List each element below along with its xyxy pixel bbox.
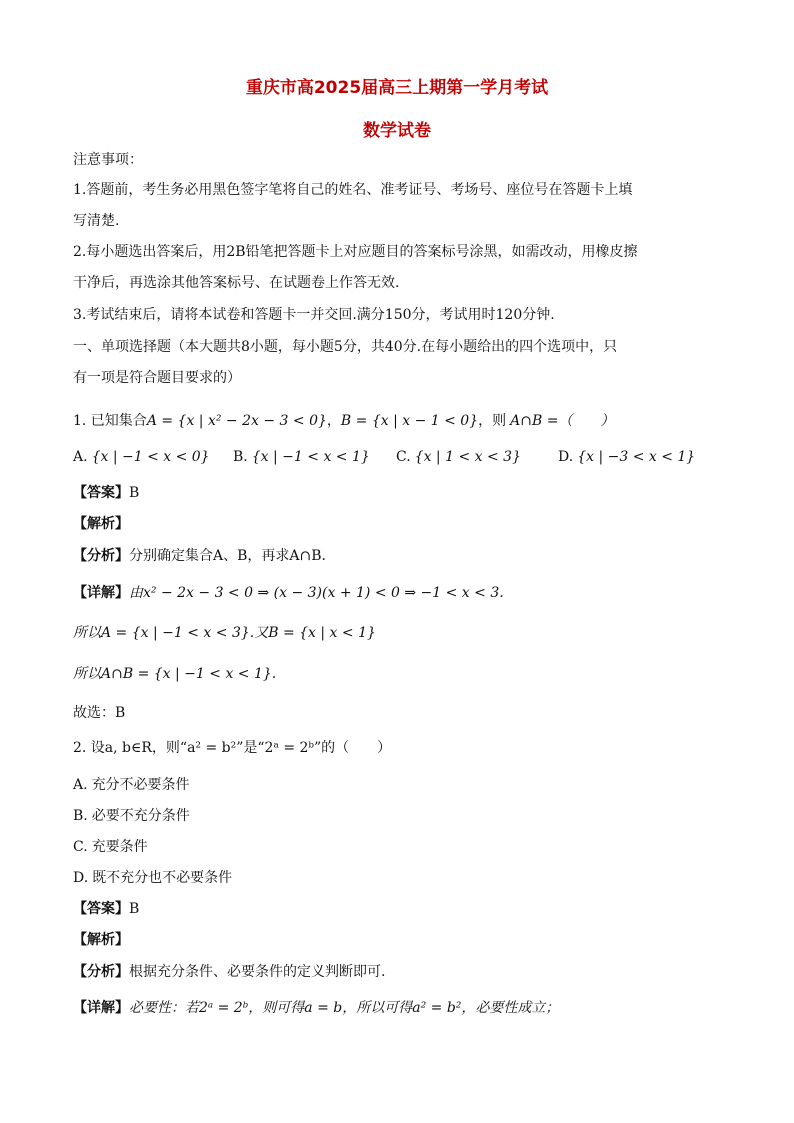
question-1-ask: A∩B =（ ）	[510, 413, 615, 429]
question-2-option-d: D. 既不充分也不必要条件	[73, 870, 233, 886]
question-1-detail: 【详解】由x² − 2x − 3 < 0 ⇒ (x − 3)(x + 1) < 0 ⇒ −1 < x < 3.	[73, 585, 504, 601]
question-2-stem: 2. 设a, b∈R，则“a² = b²”是“2ᵃ = 2ᵇ”的（ ）	[73, 740, 392, 756]
question-2-option-a: A. 充分不必要条件	[73, 777, 190, 793]
exam-subtitle: 数学试卷	[363, 121, 431, 141]
question-1-fenxi: 【分析】分别确定集合A、B，再求A∩B.	[73, 548, 326, 564]
question-1-set-a: A = {x | x² − 2x − 3 < 0}	[146, 413, 327, 429]
note-1-line-1: 1.答题前，考生务必用黑色签字笔将自己的姓名、准考证号、考场号、座位号在答题卡上填	[73, 182, 633, 198]
notes-heading: 注意事项：	[73, 152, 143, 168]
question-2-fenxi: 【分析】根据充分条件、必要条件的定义判断即可.	[73, 964, 386, 980]
question-1-set-a-result: 所以A = {x | −1 < x < 3}.又B = {x | x < 1}	[73, 625, 376, 641]
question-1-option-c: C. {x | 1 < x < 3}	[396, 449, 521, 465]
question-1-stem	[73, 411, 614, 431]
question-1-prefix: 1. 已知集合	[73, 413, 147, 429]
note-2-line-1: 2.每小题选出答案后，用2B铅笔把答题卡上对应题目的答案标号涂黑，如需改动，用橡皮擦	[73, 244, 638, 260]
question-1-option-d: D. {x | −3 < x < 1}	[558, 449, 696, 465]
answer-tag: 【答案】	[73, 485, 129, 501]
question-1-comma: ，	[326, 413, 341, 429]
question-1-option-b: B. {x | −1 < x < 1}	[233, 449, 370, 465]
question-2-option-c: C. 充要条件	[73, 839, 148, 855]
question-1-analysis-tag: 【解析】	[73, 516, 129, 532]
note-2-line-2: 干净后，再选涂其他答案标号、在试题卷上作答无效.	[73, 275, 400, 291]
question-1-suffix: ，则	[478, 413, 507, 429]
section-1-heading-line-2: 有一项是符合题目要求的）	[73, 370, 241, 386]
note-1-line-2: 写清楚.	[73, 213, 120, 229]
question-1-option-a: A. {x | −1 < x < 0}	[73, 449, 210, 465]
question-1-answer	[73, 483, 139, 503]
note-3: 3.考试结束后，请将本试卷和答题卡一并交回.满分150分，考试用时120分钟.	[73, 307, 555, 323]
exam-title: 重庆市高2025届高三上期第一学月考试	[245, 78, 549, 98]
question-1-intersection-result: 所以A∩B = {x | −1 < x < 1}.	[73, 666, 277, 682]
question-2-answer: 【答案】B	[73, 901, 140, 917]
question-2-detail: 【详解】必要性：若2ᵃ = 2ᵇ，则可得a = b，所以可得a² = b²，必要性成立；	[73, 1000, 560, 1016]
question-2-analysis-tag: 【解析】	[73, 932, 129, 948]
question-1-set-b: B = {x | x − 1 < 0}	[340, 413, 479, 429]
question-2-option-b: B. 必要不充分条件	[73, 808, 190, 824]
answer-value: B	[129, 485, 140, 501]
section-1-heading-line-1: 一、单项选择题（本大题共8小题，每小题5分，共40分.在每小题给出的四个选项中，只	[73, 339, 618, 355]
question-1-choose: 故选：B	[73, 705, 126, 721]
